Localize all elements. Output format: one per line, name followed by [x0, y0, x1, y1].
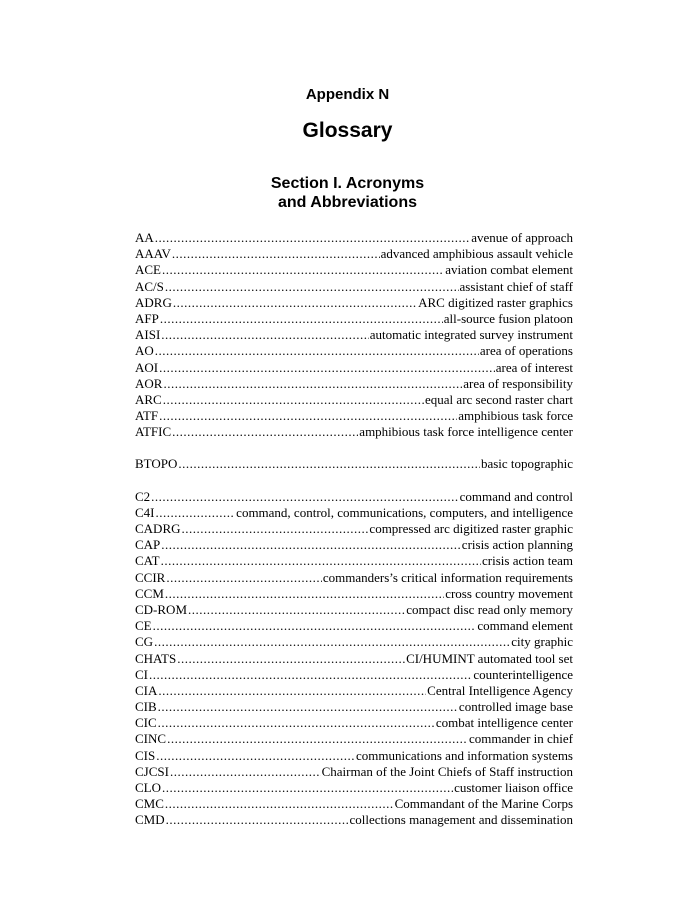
glossary-entry — [135, 812, 573, 828]
entry-acronym: CCM — [135, 585, 164, 601]
entry-acronym: CAT — [135, 553, 160, 569]
entry-definition: advanced amphibious assault vehicle — [380, 246, 573, 262]
dot-leader — [155, 230, 470, 246]
glossary-entry — [135, 230, 573, 246]
entry-definition: aviation combat element — [445, 262, 573, 278]
dot-leader — [160, 311, 443, 327]
entry-acronym: CADRG — [135, 521, 181, 536]
dot-leader — [172, 246, 380, 262]
entry-definition: communications and information systems — [356, 747, 573, 763]
dot-leader — [188, 602, 405, 618]
section-heading-line-1: Section I. Acronyms — [270, 175, 425, 192]
glossary-entry — [135, 456, 573, 472]
glossary-entry — [135, 246, 573, 262]
dot-leader — [165, 796, 394, 812]
entry-definition: command, control, communications, computers, and intelligence — [236, 504, 573, 520]
glossary-entry — [135, 748, 573, 764]
entry-acronym: AOI — [135, 359, 159, 375]
entry-definition: compact disc read only memory — [406, 601, 573, 617]
dot-leader — [153, 618, 477, 634]
dot-leader — [154, 634, 510, 650]
group-spacer — [135, 473, 573, 489]
glossary-entry — [135, 715, 573, 731]
entry-acronym: AOR — [135, 375, 163, 391]
entry-acronym: CHATS — [135, 650, 177, 666]
entry-acronym: CIB — [135, 699, 157, 715]
entry-definition: counterintelligence — [473, 666, 573, 682]
entry-definition: combat intelligence center — [435, 715, 573, 731]
entry-acronym: AA — [135, 230, 154, 245]
entry-definition: equal arc second raster chart — [425, 391, 573, 407]
entry-acronym: CD-ROM — [135, 601, 188, 617]
dot-leader — [177, 651, 405, 667]
entry-definition: automatic integrated survey instrument — [369, 327, 573, 343]
glossary-entry — [135, 489, 573, 505]
entry-definition: controlled image base — [458, 699, 573, 715]
entry-definition: area of responsibility — [463, 375, 573, 391]
entry-acronym: CAP — [135, 537, 161, 553]
entry-definition: amphibious task force intelligence center — [359, 424, 573, 440]
glossary-entry — [135, 796, 573, 812]
entry-definition: customer liaison office — [454, 780, 573, 795]
page-title: Glossary — [302, 119, 393, 142]
appendix-label: Appendix N — [305, 86, 390, 103]
dot-leader — [159, 360, 495, 376]
glossary-entry — [135, 780, 573, 796]
dot-leader — [158, 715, 435, 731]
dot-leader — [178, 456, 480, 472]
entry-definition: area of interest — [495, 359, 573, 375]
section-heading-line-2: and Abbreviations — [278, 194, 417, 211]
entry-acronym: CIC — [135, 715, 157, 731]
glossary-entry — [135, 521, 573, 537]
dot-leader — [159, 408, 457, 424]
entry-acronym: CG — [135, 634, 154, 650]
dot-leader — [182, 521, 369, 537]
glossary-entry — [135, 651, 573, 667]
entry-acronym: BTOPO — [135, 456, 178, 472]
dot-leader — [156, 748, 355, 764]
entry-definition: all-source fusion platoon — [443, 310, 573, 326]
dot-leader — [173, 295, 417, 311]
entry-acronym: AISI — [135, 327, 161, 343]
glossary-entry — [135, 279, 573, 295]
entry-acronym: AFP — [135, 310, 159, 326]
entry-definition: amphibious task force — [458, 408, 573, 424]
dot-leader — [165, 586, 444, 602]
glossary-entry — [135, 586, 573, 602]
entry-definition: command element — [477, 618, 573, 634]
entry-acronym: CMD — [135, 812, 165, 828]
dot-leader — [161, 553, 481, 569]
dot-leader — [170, 764, 321, 780]
glossary-entry — [135, 408, 573, 424]
entry-acronym: ATFIC — [135, 424, 172, 440]
entry-acronym: CIS — [135, 747, 156, 763]
glossary-entry — [135, 295, 573, 311]
dot-leader — [158, 699, 458, 715]
entry-acronym: C4I — [135, 504, 155, 520]
glossary-entry — [135, 262, 573, 278]
entry-acronym: CMC — [135, 796, 164, 812]
entry-definition: ARC digitized raster graphics — [418, 294, 573, 310]
glossary-entry — [135, 602, 573, 618]
glossary-entry — [135, 537, 573, 553]
dot-leader — [158, 683, 426, 699]
entry-acronym: CCIR — [135, 569, 166, 585]
entry-definition: area of operations — [479, 343, 573, 359]
entry-definition: assistant chief of staff — [459, 278, 573, 294]
dot-leader — [156, 505, 236, 521]
entry-acronym: ATF — [135, 408, 159, 424]
glossary-entry — [135, 424, 573, 440]
dot-leader — [161, 327, 368, 343]
dot-leader — [166, 570, 321, 586]
entry-definition: cross country movement — [445, 585, 573, 601]
entry-definition: Central Intelligence Agency — [427, 682, 573, 698]
dot-leader — [165, 279, 459, 295]
glossary-entry — [135, 667, 573, 683]
entry-definition: basic topographic — [480, 456, 573, 472]
entry-acronym: CIA — [135, 682, 158, 698]
entry-acronym: ACE — [135, 262, 161, 278]
entry-acronym: CINC — [135, 731, 167, 747]
glossary-entry — [135, 553, 573, 569]
dot-leader — [162, 262, 444, 278]
entry-acronym: CI — [135, 666, 148, 682]
glossary-entry — [135, 699, 573, 715]
entry-acronym: ADRG — [135, 294, 172, 310]
dot-leader — [163, 392, 424, 408]
glossary-entry — [135, 731, 573, 747]
group-spacer — [135, 440, 573, 456]
dot-leader — [172, 424, 358, 440]
dot-leader — [151, 489, 458, 505]
glossary-entry — [135, 392, 573, 408]
entry-definition: Commandant of the Marine Corps — [394, 796, 573, 812]
glossary-entry — [135, 683, 573, 699]
dot-leader — [167, 731, 468, 747]
entry-definition: commander in chief — [469, 731, 573, 747]
glossary-entry — [135, 376, 573, 392]
entry-definition: commanders’s critical information requirements — [322, 569, 573, 585]
glossary-entry — [135, 764, 573, 780]
entry-definition: command and control — [459, 488, 573, 504]
entry-definition: crisis action planning — [461, 537, 573, 553]
glossary-entry — [135, 360, 573, 376]
entry-definition: compressed arc digitized raster graphic — [369, 521, 573, 536]
dot-leader — [163, 376, 462, 392]
entry-definition: avenue of approach — [471, 230, 573, 245]
entry-acronym: AO — [135, 343, 154, 359]
glossary-list — [135, 230, 573, 829]
entry-definition: collections management and dissemination — [349, 812, 573, 828]
dot-leader — [166, 812, 349, 828]
entry-acronym: AAAV — [135, 246, 171, 262]
dot-leader — [155, 343, 479, 359]
dot-leader — [149, 667, 472, 683]
glossary-entry — [135, 634, 573, 650]
entry-acronym: CE — [135, 618, 152, 634]
glossary-entry — [135, 570, 573, 586]
glossary-entry — [135, 618, 573, 634]
entry-definition: crisis action team — [482, 553, 573, 569]
glossary-entry — [135, 327, 573, 343]
glossary-entry — [135, 343, 573, 359]
entry-definition: city graphic — [511, 634, 573, 650]
entry-definition: Chairman of the Joint Chiefs of Staff instruction — [321, 763, 573, 779]
entry-acronym: AC/S — [135, 278, 164, 294]
entry-acronym: ARC — [135, 391, 162, 407]
entry-acronym: CJCSI — [135, 763, 169, 779]
dot-leader — [161, 537, 461, 553]
entry-acronym: C2 — [135, 488, 151, 504]
dot-leader — [162, 780, 453, 796]
entry-definition: CI/HUMINT automated tool set — [406, 650, 573, 666]
glossary-entry — [135, 505, 573, 521]
section-heading — [0, 174, 695, 212]
entry-acronym: CLO — [135, 780, 161, 795]
glossary-entry — [135, 311, 573, 327]
